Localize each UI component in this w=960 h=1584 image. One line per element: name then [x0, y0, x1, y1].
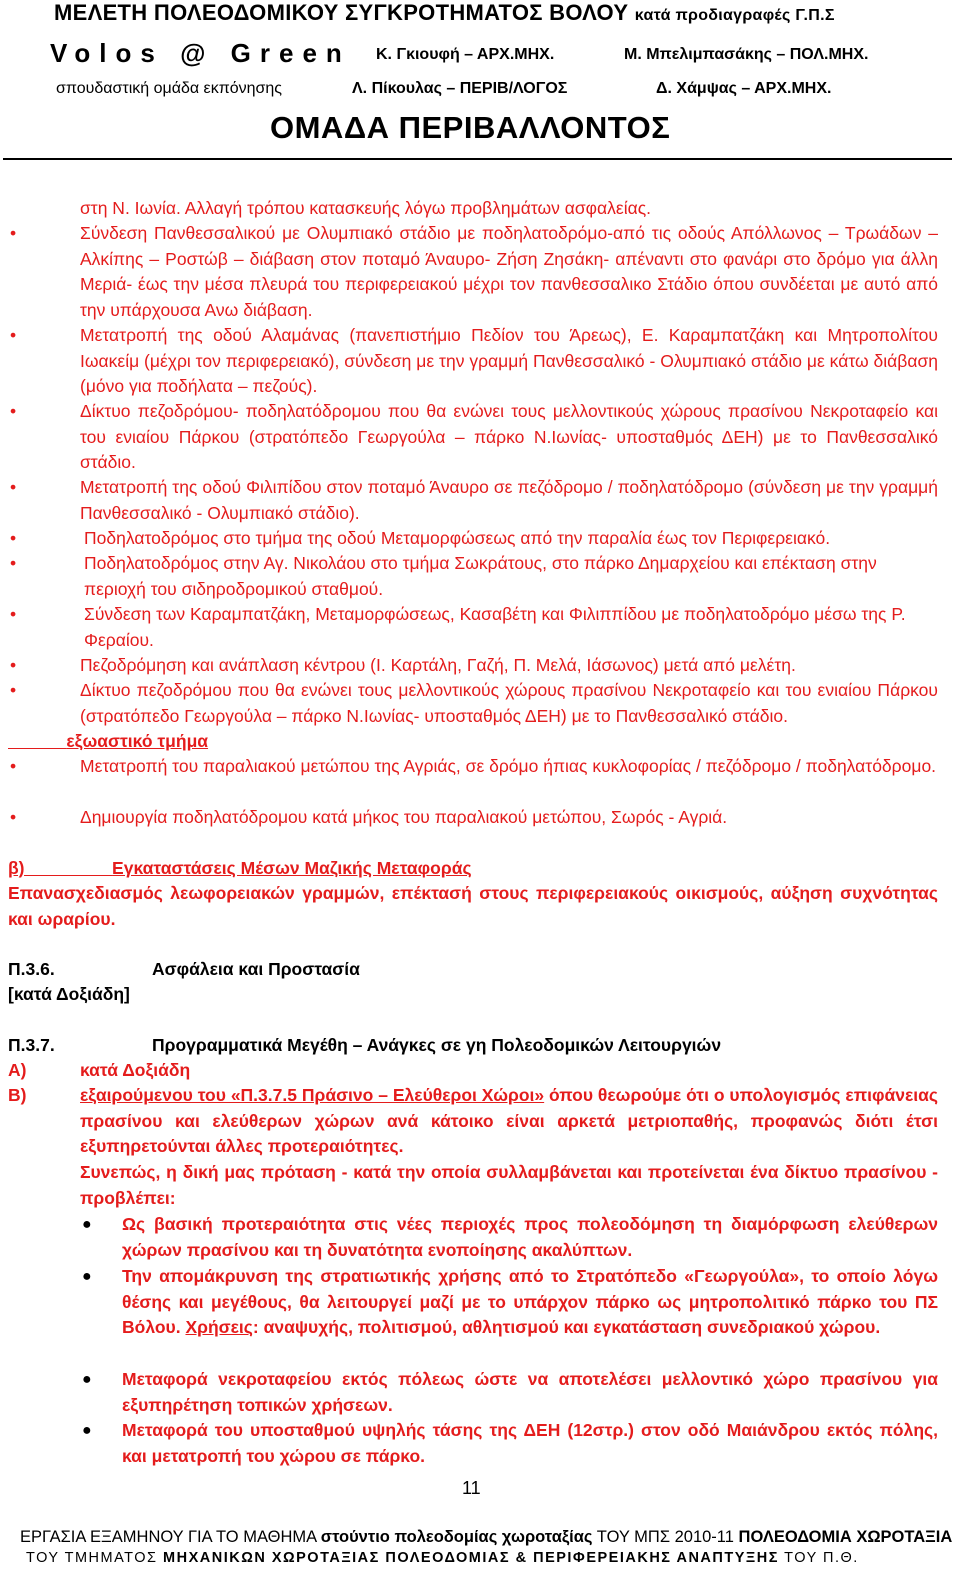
header-line-3: [56, 80, 960, 102]
author-3: Λ. Πίκουλας – ΠΕΡΙΒ/ΛΟΓΟΣ: [352, 80, 568, 97]
list-item-text: Σύνδεση Πανθεσσαλικού με Ολυμπιακό στάδιο με ποδηλατοδρόμο-από τις οδούς Απόλλωνος – Τρωάδων – Αλκίπης – Ροστώβ – διάβαση στον ποταμό Άναυρο- Ζήση Ζησάκη- απέναντι στο φανάρι στο δρόμο για άλλη Μεριά- έως την μέσα πλευρά του περιφερειακού μέχρι τον πανθεσσαλικο Στάδιο όπου συνδέεται με αυτό από την υπάρχουσα Ανω διάβαση.: [80, 223, 938, 320]
bullet: •: [10, 528, 17, 548]
list-item-text: Δίκτυο πεζοδρόμου- ποδηλατόδρομου που θα ενώνει τους μελλοντικούς χώρους πρασίνου Νεκροταφείο και του ενιαίου Πάρκου (στρατόπεδο Γεωργούλα – πάρκο Ν.Ιωνίας- υποσταθμός ΔΕΗ) με το Πανθεσσαλικό στάδιο.: [80, 401, 938, 472]
list-item-text: Ποδηλατοδρόμος στο τμήμα της οδού Μεταμορφώσεως από την παραλία έως τον Περιφερειακό.: [84, 528, 831, 548]
group-title: ΟΜΑΔΑ ΠΕΡΙΒΑΛΛΟΝΤΟΣ: [270, 110, 671, 145]
section-bb-link: εξαιρούμενου του «Π.3.7.5 Πράσινο – Ελεύθεροι Χώροι»: [80, 1085, 545, 1105]
list-item-text: Μετατροπή του παραλιακού μετώπου της Αγριάς, σε δρόμο ήπιας κυκλοφορίας / πεζόδρομο / ποδηλατόδρομο.: [80, 756, 937, 776]
author-4: Δ. Χάμψας – ΑΡΧ.ΜΗΧ.: [656, 80, 832, 97]
section-bb-label: Β): [8, 1085, 27, 1105]
list-item-text: Μετατροπή της οδού Αλαμάνας (πανεπιστήμιο Πεδίον του Άρεως), Ε. Καραμπατζάκη και Μητροπολίτου Ιωακείμ (μέχρι τον περιφερειακό), σύνδεση με την γραμμή Πανθεσσαλικό - Ολυμπιακό στάδιο με κάτω διάβαση (μόνο για ποδήλατα – πεζούς).: [80, 325, 938, 396]
section-b-label-title: β) Εγκαταστάσεις Μέσων Μαζικής Μεταφοράς: [8, 858, 472, 878]
list-item-text: Πεζοδρόμηση και ανάπλαση κέντρου (Ι. Καρτάλη, Γαζή, Π. Μελά, Ιάσωνος) μετά από μελέτη.: [80, 655, 796, 675]
bullet: ●: [82, 1268, 92, 1285]
team-label: σπουδαστική ομάδα εκπόνησης: [56, 80, 283, 97]
section-b-text: Επανασχεδιασμός λεωφορειακών γραμμών, επέκτασή στους περιφερειακούς οικισμούς, αύξηση συχνότητας και ωραρίου.: [8, 883, 938, 929]
bullet: •: [10, 680, 17, 700]
brand-name: Volos @ Green: [50, 38, 351, 68]
bullet: ●: [82, 1422, 92, 1439]
header-divider: [3, 158, 952, 160]
section-bb-text-2: Συνεπώς, η δική μας πρόταση - κατά την οποία συλλαμβάνεται και προτείνεται ένα δίκτυο πρασίνου - προβλέπει:: [80, 1162, 938, 1208]
bullet: •: [10, 401, 17, 421]
bullet: ●: [82, 1216, 92, 1233]
page-number: 11: [462, 1478, 481, 1498]
section-bb-text: εξαιρούμενου του «Π.3.7.5 Πράσινο – Ελεύθεροι Χώροι» όπου θεωρούμε ότι ο υπολογισμός επιφάνειας πρασίνου και ελεύθερων χώρων ανά κάτοικο είναι αρκετά μετριοπαθής, προφανώς διότι έτσι εξυπηρετούνται άλλες προτεραιότητες.: [80, 1085, 938, 1156]
list-item-text: Δίκτυο πεζοδρόμου που θα ενώνει τους μελλοντικούς χώρους πρασίνου Νεκροταφείο και του ενιαίου Πάρκου (στρατόπεδο Γεωργούλα – πάρκο Ν.Ιωνίας- υποσταθμός ΔΕΗ) με το Πανθεσσαλικό στάδιο.: [80, 680, 938, 726]
study-title: ΜΕΛΕΤΗ ΠΟΛΕΟΔΟΜΙΚΟΥ ΣΥΓΚΡΟΤΗΜΑΤΟΣ ΒΟΛΟΥ: [54, 0, 629, 25]
list-item-text: Την απομάκρυνση της στρατιωτικής χρήσης από το Στρατόπεδο «Γεωργούλα», το οποίο λόγω θέσης και μεγέθους, θα λειτουργεί μαζί με το υπάρχον πάρκο ως μητροπολιτικό πάρκο του ΠΣ Βόλου. Χρήσεις: αναψυχής, πολιτισμού, αθλητισμού και εγκατάσταση συνεδριακού χώρου.: [122, 1266, 938, 1337]
bullet: •: [10, 756, 17, 776]
section-p37-number: Π.3.7.: [8, 1035, 55, 1055]
bullet: •: [10, 604, 17, 624]
header-line-1: [54, 0, 960, 26]
bullet: •: [10, 325, 17, 345]
section-a-text: κατά Δοξιάδη: [80, 1060, 191, 1080]
author-2: Μ. Μπελιμπασάκης – ΠΟΛ.ΜΗΧ.: [624, 46, 869, 63]
bullet: •: [10, 223, 17, 243]
list-item-text: Μεταφορά του υποσταθμού υψηλής τάσης της ΔΕΗ (12στρ.) στον οδό Μαιάνδρου εκτός πόλης, και μετατροπή του χώρου σε πάρκο.: [122, 1420, 938, 1466]
section-p37-title: Προγραμματικά Μεγέθη – Ανάγκες σε γη Πολεοδομικών Λειτουργιών: [152, 1035, 722, 1055]
bullet: •: [10, 553, 17, 573]
list-item-text: Ως βασική προτεραιότητα στις νέες περιοχές προς πολεοδόμηση τη διαμόρφωση ελεύθερων χώρων πρασίνου και τη δυνατότητα ενοποίησης ακαλύπτων.: [122, 1214, 938, 1260]
list-item-text: Δημιουργία ποδηλατόδρομου κατά μήκος του παραλιακού μετώπου, Σωρός - Αγριά.: [80, 807, 728, 827]
section-a-label: Α): [8, 1060, 27, 1080]
section-p36-note: [κατά Δοξιάδη]: [8, 984, 130, 1004]
outer-section-heading: εξωαστικό τμήμα: [66, 731, 209, 751]
study-subtitle: κατά προδιαγραφές Γ.Π.Σ: [634, 7, 835, 24]
list-item-text: Μεταφορά νεκροταφείου εκτός πόλεως ώστε να αποτελέσει μελλοντικό χώρο πρασίνου για εξυπηρέτηση τοπικών χρήσεων.: [122, 1369, 938, 1415]
section-p36-title: Ασφάλεια και Προστασία: [152, 959, 360, 979]
list-item-text: Σύνδεση των Καραμπατζάκη, Μεταμορφώσεως, Κασαβέτη και Φιλιππίδου με ποδηλατοδρόμο μέσω της Ρ. Φεραίου.: [84, 604, 906, 650]
bullet: ●: [82, 1371, 92, 1388]
bullet: •: [10, 655, 17, 675]
author-1: Κ. Γκιουφή – ΑΡΧ.ΜΗΧ.: [376, 46, 555, 63]
continuation-text: στη Ν. Ιωνία. Αλλαγή τρόπου κατασκευής λόγω προβλημάτων ασφαλείας.: [80, 198, 651, 218]
bullet: •: [10, 807, 17, 827]
header-line-2: [50, 38, 960, 68]
bullet: •: [10, 477, 17, 497]
list-item-text: Μετατροπή της οδού Φιλιπίδου στον ποταμό Άναυρο σε πεζόδρομο / ποδηλατόδρομο (σύνδεση με την γραμμή Πανθεσσαλικό - Ολυμπιακό στάδιο).: [80, 477, 938, 523]
footer-line-2: ΤΟΥ ΤΜΗΜΑΤΟΣ ΜΗΧΑΝΙΚΩΝ ΧΩΡΟΤΑΞΙΑΣ ΠΟΛΕΟΔΟΜΙΑΣ & ΠΕΡΙΦΕΡΕΙΑΚΗΣ ΑΝΑΠΤΥΞΗΣ ΤΟΥ Π.Θ.: [26, 1550, 859, 1566]
section-p36-number: Π.3.6.: [8, 959, 55, 979]
uses-label: Χρήσεις: [185, 1317, 253, 1337]
list-item-text: Ποδηλατοδρόμος στην Αγ. Νικολάου στο τμήμα Σωκράτους, στο πάρκο Δημαρχείου και επέκταση στην περιοχή του σιδηροδρομικού σταθμού.: [84, 553, 877, 599]
footer-line-1: ΕΡΓΑΣΙΑ ΕΞΑΜΗΝΟΥ ΓΙΑ ΤΟ ΜΑΘΗΜΑ στούντιο πολεοδομίας χωροταξίας ΤΟΥ ΜΠΣ 2010-11 ΠΟΛΕΟΔΟΜΙΑ ΧΩΡΟΤΑΞΙΑ: [20, 1528, 953, 1546]
